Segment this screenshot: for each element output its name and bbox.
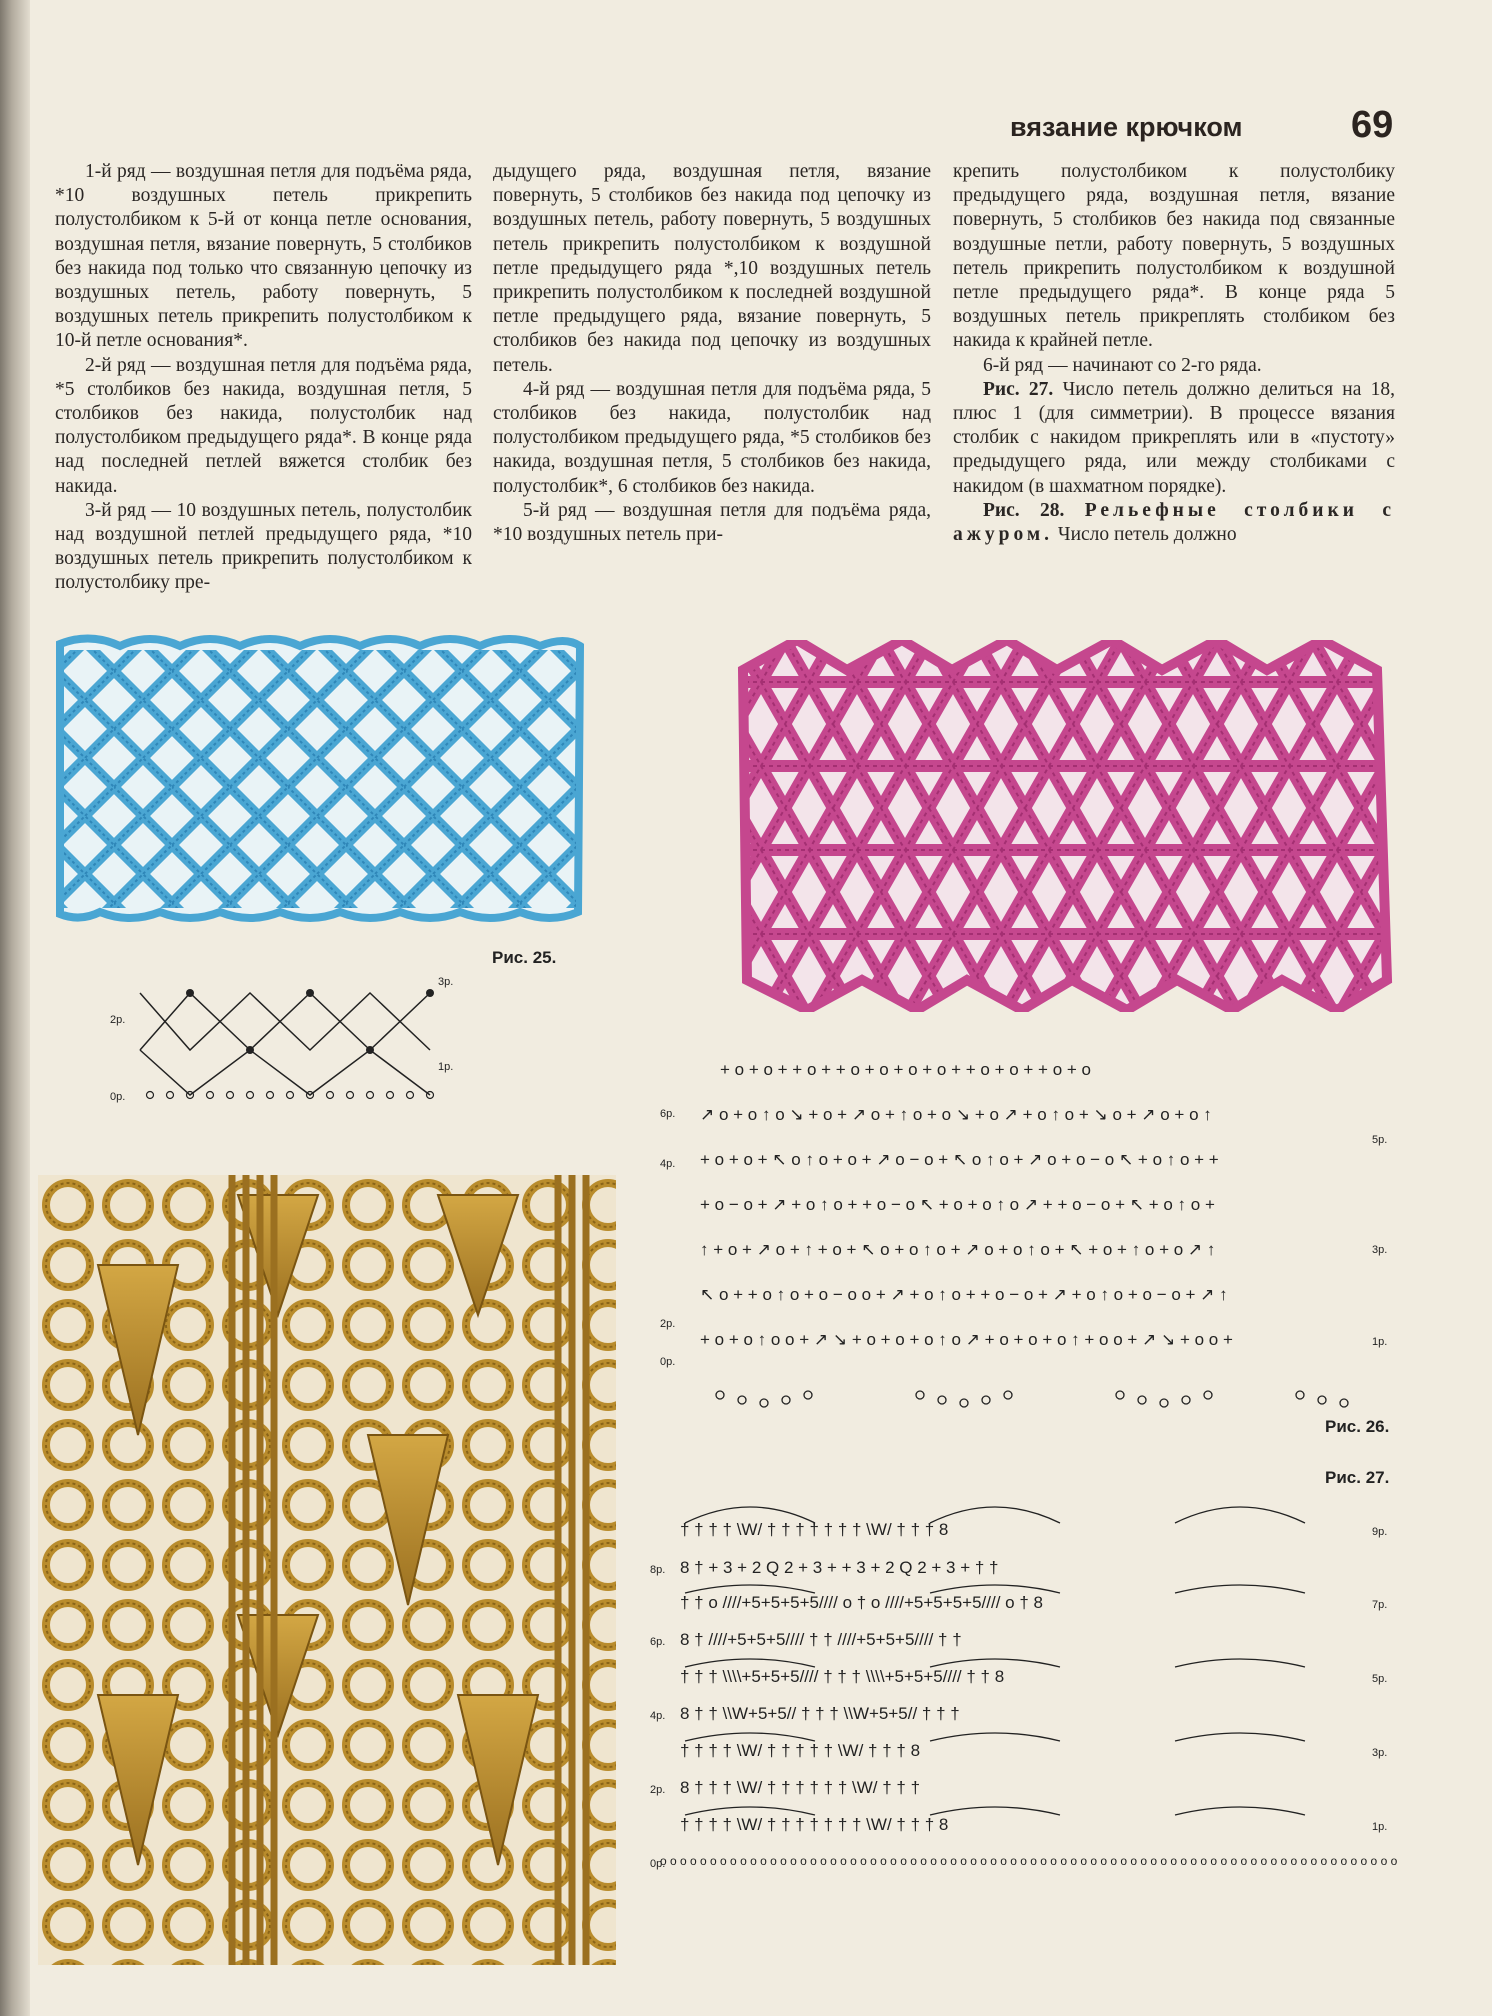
svg-text:† † o ////+5+5+5+5//// o: † † o ////+5+5+5+5//// o † o ////+5+5+5+5//// o † 8 <box>680 1593 1043 1612</box>
fig27-row-label-0: 0р. <box>650 1858 666 1870</box>
svg-text:† † † † \W/: † † † † \W/ † † † † † † † \W/ † † † 8 <box>680 1815 949 1834</box>
fig26-row-label-4: 4р. <box>660 1158 676 1170</box>
fig27-text: Число петель должно делиться на 18, плюс 1 (для симметрии). В процессе вязания столбик с накидом прикреплять или в «пустоту» предыдущего ряда, или между столбиками с накидом (в шахматном порядке). <box>953 378 1395 497</box>
paragraph-row-3-continued: дыдущего ряда, воздушная петля, вязание повернуть, 5 столбиков без накида под цепочку из воздушных петель, работу повернуть, 5 воздушных петель прикрепить полустолбиком к воздушной петле предыдущего ряда *,10 воздушных петель прикрепить полустолбиком к последней воздушной петле предыдущего ряда, вязание повернуть, 5 столбиков без накида под цепочку из воздушных петель. <box>493 161 931 376</box>
svg-text:o o o o o o o o o o o o o o o: o o o o o o o o o o o o o o o o o o o o o o o o o o o o o o o o o o o o o o o o o o o o o o o o o o o o o o o o o o o o o o o o o o o o o o o o o o o o o o o o o o <box>660 1854 1400 1868</box>
fig26-row-label-2: 2р. <box>660 1318 676 1330</box>
svg-text:8 † + 3 + 2 Q 2 + 3 +: 8 † + 3 + 2 Q 2 + 3 + + 3 + 2 Q 2 + 3 + † † <box>680 1558 999 1577</box>
photo-pink-triangle-swatch <box>737 640 1399 1012</box>
fig27-row-label-5: 5р. <box>1372 1673 1388 1685</box>
paragraph-row-6: 6-й ряд — начинают со 2-го ряда. <box>983 354 1262 376</box>
caption-fig27: Рис. 27. <box>1325 1468 1390 1487</box>
fig26-row-label-6: 6р. <box>660 1108 676 1120</box>
fig27-row-label-3: 3р. <box>1372 1747 1388 1759</box>
caption-fig25: Рис. 25. <box>492 948 557 967</box>
svg-text:+ o + o + + o + + o + o +: + o + o + + o + + o + o + o + o + + o + o + + o + o <box>720 1060 1091 1079</box>
svg-text:8 † ////+5+5+5//// †: 8 † ////+5+5+5//// † † ////+5+5+5//// † † <box>680 1630 962 1649</box>
fig27-label: Рис. 27. <box>983 378 1054 400</box>
fig28-title: Рельефные столбики с ажуром. <box>953 499 1395 546</box>
photo-gold-relief-swatch <box>38 1175 616 1965</box>
fig26-row-label-3: 3р. <box>1372 1244 1388 1256</box>
svg-text:8 † † \\W+5+5//: 8 † † \\W+5+5// † † † \\W+5+5// † † † <box>680 1704 960 1723</box>
fig25-row-label-1: 1р. <box>438 1061 454 1073</box>
svg-text:8 † † † \W/: 8 † † † \W/ † † † † † † \W/ † † † <box>680 1778 921 1797</box>
fig28-text: Число петель должно <box>1057 524 1237 546</box>
svg-text:† † † † \W/: † † † † \W/ † † † † † † † \W/ † † † 8 <box>680 1520 949 1539</box>
fig25-row-label-0: 0р. <box>110 1091 126 1103</box>
fig25-row-label-2: 2р. <box>110 1014 126 1026</box>
paragraph-row-1: 1-й ряд — воздушная петля для подъёма ряда, *10 воздушных петель прикрепить полустолбиком к 5-й от конца петле основания, воздушная петля, вязание повернуть, 5 столбиков без накида под только что связанную цепочку из воздушных петель, работу повернуть, 5 воздушных петель прикрепить полустолбиком к 10-й петле основания*. <box>55 161 472 352</box>
fig27-row-label-6: 6р. <box>650 1636 666 1648</box>
paragraph-row-5: 5-й ряд — воздушная петля для подъёма ряда, *10 воздушных петель при- <box>493 499 931 546</box>
paragraph-row-2: 2-й ряд — воздушная петля для подъёма ряда, *5 столбиков без накида, воздушная петля, 5 столбиков без накида, полустолбик над полустолбиком предыдущего ряда*. В конце ряда над последней петлей вяжется столбик без накида. <box>55 354 472 497</box>
svg-text:† † † † \W/: † † † † \W/ † † † † † \W/ † † † 8 <box>680 1741 921 1760</box>
fig26-row-label-5: 5р. <box>1372 1134 1388 1146</box>
text-column-1 <box>55 160 472 596</box>
fig27-row-label-9: 9р. <box>1372 1526 1388 1538</box>
fig27-row-label-8: 8р. <box>650 1564 666 1576</box>
svg-text:† † † \\\\+5+5+5//// † †: † † † \\\\+5+5+5//// † † † \\\\+5+5+5//// † † 8 <box>680 1667 1005 1686</box>
fig27-row-label-7: 7р. <box>1372 1599 1388 1611</box>
diagram-fig26 <box>660 1045 1400 1415</box>
fig27-row-label-4: 4р. <box>650 1710 666 1722</box>
svg-text:↑ + o + ↗ o + ↑ + o + ↖ o + o: ↑ + o + ↗ o + ↑ + o + ↖ o + o ↑ o + ↗ o + o ↑ o + ↖ + o + ↑ o + o ↗ ↑ <box>700 1240 1216 1259</box>
diagram-fig25 <box>110 955 480 1103</box>
running-header: вязание крючком <box>1010 112 1243 142</box>
page-gutter-shadow <box>0 0 30 2016</box>
paragraph-row-3: 3-й ряд — 10 воздушных петель, полустолбик над воздушной петлей предыдущего ряда, *10 воздушных петель прикрепить полустолбиком к полустолбику пре- <box>55 499 472 594</box>
paragraph-row-5-continued: крепить полустолбиком к полустолбику предыдущего ряда, воздушная петля, вязание повернуть, 5 столбиков без накида под связанные воздушные петли, работу повернуть, 5 воздушных петель прикрепить полустолбиком к воздушной петле предыдущего ряда*. В конце ряда 5 воздушных петель прикреплять столбиком без накида к крайней петле. <box>953 161 1395 352</box>
svg-text:↗ o + o ↑ o ↘ + o + ↗ o + ↑ o: ↗ o + o ↑ o ↘ + o + ↗ o + ↑ o + o ↘ + o ↗ + o ↑ o + ↘ o + ↗ o + o ↑ <box>700 1105 1212 1124</box>
fig27-row-label-1: 1р. <box>1372 1821 1388 1833</box>
diagram-fig27 <box>650 1495 1400 1880</box>
paragraph-fig28-description <box>953 499 1395 547</box>
paragraph-fig27-description <box>953 378 1395 499</box>
svg-text:+ o + o ↑ o o + ↗ ↘ + o + o +: + o + o ↑ o o + ↗ ↘ + o + o + o ↑ o ↗ + o + o + o ↑ + o o + ↗ ↘ + o o + <box>700 1330 1233 1349</box>
caption-fig26: Рис. 26. <box>1325 1417 1390 1436</box>
fig27-row-label-2: 2р. <box>650 1784 666 1796</box>
fig26-row-label-0: 0р. <box>660 1356 676 1368</box>
fig28-label: Рис. 28. <box>983 499 1065 521</box>
svg-text:+ o − o + ↗ + o ↑ o + + o − o: + o − o + ↗ + o ↑ o + + o − o ↖ + o + o ↑ o ↗ + + o − o + ↖ + o ↑ o + <box>700 1195 1215 1214</box>
text-column-2 <box>493 160 931 547</box>
svg-text:↖ o + + o ↑ o + o − o o + ↗ +: ↖ o + + o ↑ o + o − o o + ↗ + o ↑ o + + o − o + ↗ + o ↑ o + o − o + ↗ ↑ <box>700 1285 1228 1304</box>
svg-text:+ o + o + ↖ o ↑ o + o + ↗ o −: + o + o + ↖ o ↑ o + o + ↗ o − o + ↖ o ↑ o + ↗ o + o − o ↖ + o ↑ o + + <box>700 1150 1219 1169</box>
fig25-row-label-3: 3р. <box>438 976 454 988</box>
text-column-3 <box>953 160 1395 547</box>
page-number: 69 <box>1351 104 1394 146</box>
photo-blue-lattice-swatch <box>50 632 590 924</box>
paragraph-row-4: 4-й ряд — воздушная петля для подъёма ряда, 5 столбиков без накида, полустолбик над полустолбиком предыдущего ряда, *5 столбиков без накида, воздушная петля, 5 столбиков без накида, полустолбик*, 6 столбиков без накида. <box>493 378 931 497</box>
fig26-row-label-1: 1р. <box>1372 1336 1388 1348</box>
